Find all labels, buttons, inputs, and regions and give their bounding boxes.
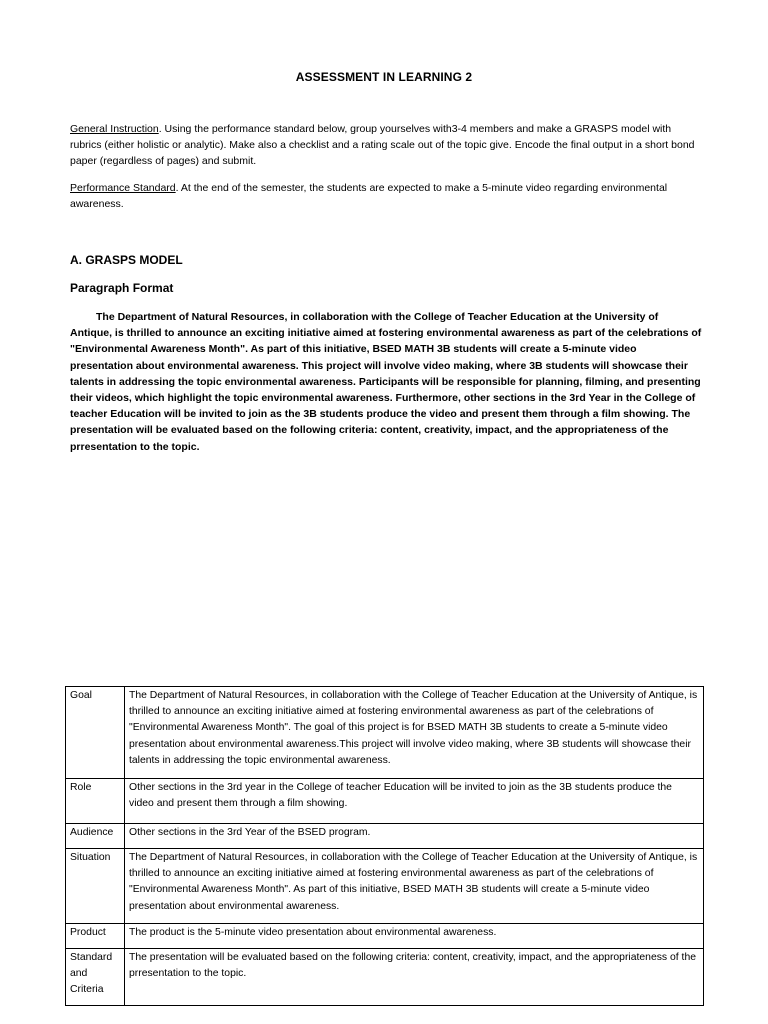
performance-standard-text: . At the end of the semester, the students are expected to make a 5-minute video regarding environmental awareness. <box>70 182 668 211</box>
table-row <box>66 849 704 924</box>
row-label-product: Product <box>66 924 125 949</box>
general-instruction-paragraph <box>70 121 702 170</box>
row-label-standard: Standard and Criteria <box>66 949 125 1006</box>
table-row <box>66 687 704 779</box>
performance-standard-label: Performance Standard <box>70 182 176 194</box>
table-row <box>66 824 704 849</box>
row-value-product: The product is the 5-minute video presentation about environmental awareness. <box>125 924 704 949</box>
row-label-goal: Goal <box>66 687 125 779</box>
row-value-role: Other sections in the 3rd year in the College of teacher Education will be invited to join as the 3B students produce the video and present them through a film showing. <box>125 779 704 824</box>
row-label-audience: Audience <box>66 824 125 849</box>
section-heading: A. GRASPS MODEL <box>70 253 183 267</box>
row-value-audience: Other sections in the 3rd Year of the BSED program. <box>125 824 704 849</box>
document-title: ASSESSMENT IN LEARNING 2 <box>295 70 473 84</box>
paragraph-format-text: The Department of Natural Resources, in collaboration with the College of Teacher Education at the University of Antique, is thrilled to announce an exciting initiative aimed at fostering environmental awareness as part of the celebrations of "Environmental Awareness Month". As part of this initiative, BSED MATH 3B students will create a 5-minute video presentation about environmental awareness. This project will involve video making, where 3B students will showcase their talents in addressing the topic environmental awareness. Participants will be responsible for planning, filming, and presenting their videos, which highlight the topic environmental awareness. Furthermore, other sections in the 3rd Year in the College of teacher Education will be invited to join as the 3B students produce the video and present them through a film showing. The presentation will be evaluated based on the following criteria: content, creativity, impact, and the appropriateness of the prresentation to the topic. <box>70 311 702 453</box>
table-row <box>66 949 704 1006</box>
performance-standard-paragraph <box>70 180 702 212</box>
row-label-role: Role <box>66 779 125 824</box>
subheading: Paragraph Format <box>70 281 174 295</box>
general-instruction-text: . Using the performance standard below, group yourselves with3-4 members and make a GRASPS model with rubrics (either holistic or analytic). Make also a checklist and a rating scale out of the topic give. Encode the final output in a short bond paper (regardless of pages) and submit. <box>70 123 695 168</box>
row-label-situation: Situation <box>66 849 125 924</box>
row-value-standard: The presentation will be evaluated based on the following criteria: content, creativity, impact, and the appropriateness of the prresentation to the topic. <box>125 949 704 1006</box>
grasps-table <box>65 686 704 1006</box>
row-value-situation: The Department of Natural Resources, in collaboration with the College of Teacher Education at the University of Antique, is thrilled to announce an exciting initiative aimed at fostering environmental awareness as part of the celebrations of "Environmental Awareness Month". As part of this initiative, BSED MATH 3B students will create a 5-minute video presentation about environmental awareness. <box>125 849 704 924</box>
table-row <box>66 779 704 824</box>
row-value-goal: The Department of Natural Resources, in collaboration with the College of Teacher Education at the University of Antique, is thrilled to announce an exciting initiative aimed at fostering environmental awareness as part of the celebrations of "Environmental Awareness Month". The goal of this project is for BSED MATH 3B students to create a 5-minute video presentation about environmental awareness.This project will involve video making, where 3B students will showcase their talents in addressing the topic environmental awareness. <box>125 687 704 779</box>
general-instruction-label: General Instruction <box>70 123 159 135</box>
table-row <box>66 924 704 949</box>
